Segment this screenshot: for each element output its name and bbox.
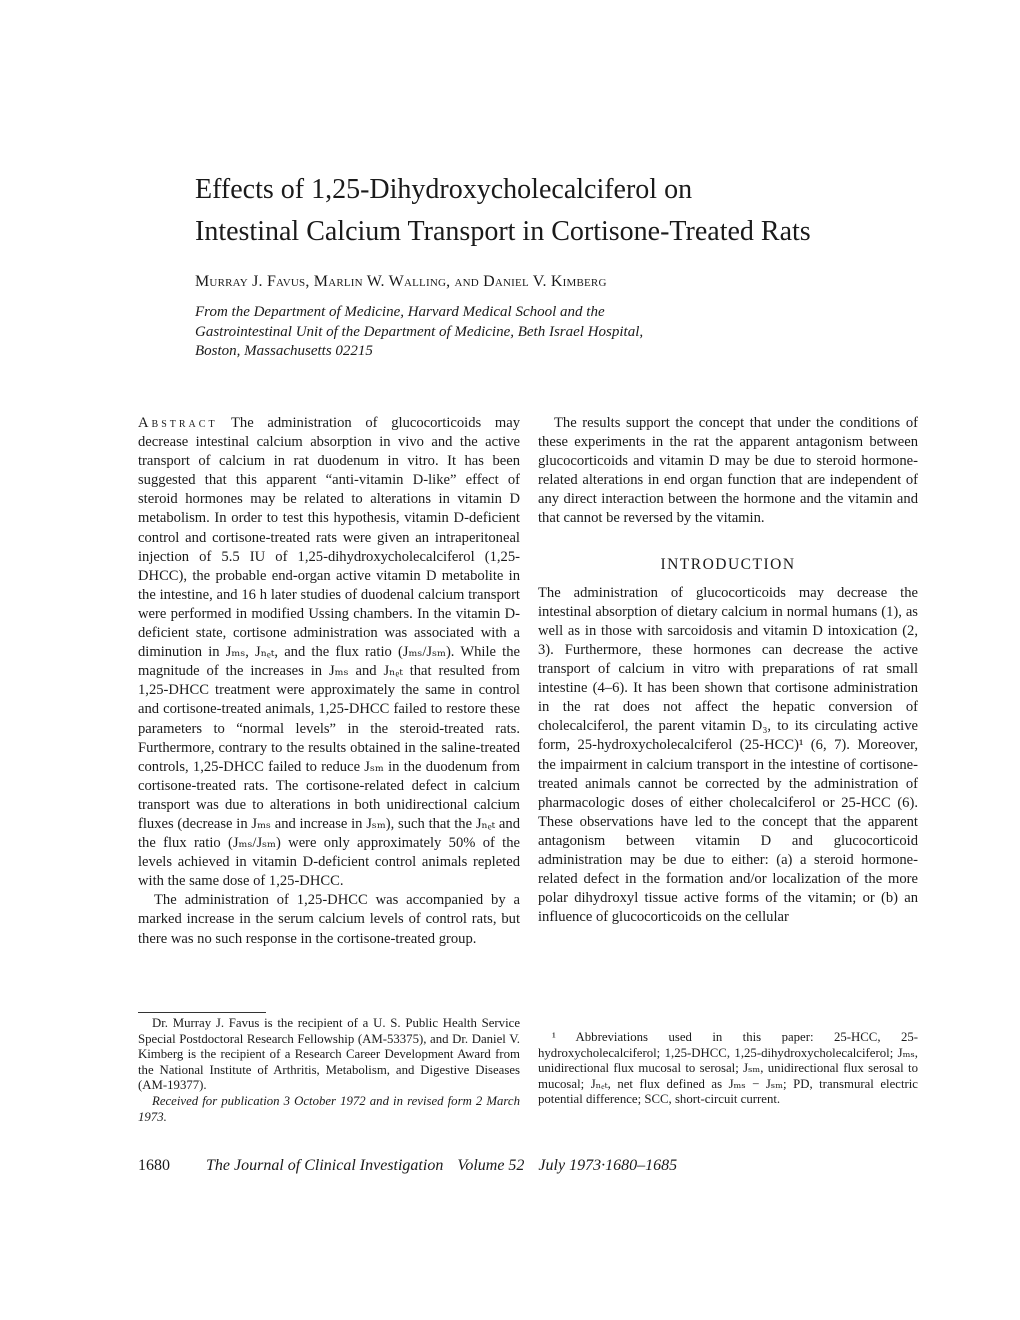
article-title-line-1: Effects of 1,25-Dihydroxycholecalciferol on: [195, 174, 693, 205]
affiliation-line-1: From the Department of Medicine, Harvard Medical School and the: [195, 304, 605, 320]
footnote-rule: [138, 1012, 266, 1013]
abbreviations-footnote: ¹ Abbreviations used in this paper: 25-HCC, 25-hydroxycholecalciferol; 1,25-DHCC, 1,25-dihydroxycholecalciferol; Jₘₛ, unidirectional flux mucosal to serosal; Jₛₘ, unidirectional flux serosal to mucosal; Jₙₑₜ, net flux defined as Jₘₛ − Jₛₘ; PD, transmural electric potential difference; SCC, short-circuit current.: [538, 1030, 918, 1107]
introduction-paragraph-1: The administration of glucocorticoids may decrease the intestinal absorption of dietary calcium in normal humans (1), as well as in those with sarcoidosis and vitamin D intoxication (2, 3). Furthermore, these hormones can decrease the active transport of calcium in vitro with preparations of rat small intestine (4–6). It has been shown that cortisone administration in the rat does not affect the hepatic conversion of cholecalciferol, the parent vitamin D₃, to its circulating active form, 25-hydroxycholecalciferol (25-HCC)¹ (6, 7). Moreover, the impairment in calcium transport in the intestine of cortisone-treated animals cannot be corrected by the administration of pharmacologic doses of either cholecalciferol or 25-HCC (6). These observations have led to the concept that the apparent antagonism between vitamin D and glucocorticoid administration may be due to either: (a) a steroid hormone-related defect in the formation and/or localization of the more polar dihydroxyl tissue active forms of the vitamin; or (b) an influence of glucocorticoids on the cellular: [538, 584, 918, 926]
issue-date-pages: July 1973·1680–1685: [538, 1157, 678, 1174]
right-footnotes: [538, 1030, 918, 1108]
journal-name: The Journal of Clinical Investigation: [206, 1157, 444, 1174]
abstract-text-1: The administration of glucocorticoids may decrease intestinal calcium absorption in vivo and the active transport of calcium in rat duodenum in vitro. It has been suggested that this apparent “anti-vitamin D-like” effect of steroid hormones may be related to alterations in vitamin D metabolism. In order to test this hypothesis, vitamin D-deficient control and cortisone-treated rats were given an intraperitoneal injection of 5.5 IU of 1,25-dihydroxycholecalciferol (1,25-DHCC), the probable end-organ active vitamin D metabolite in the intestine, and 16 h later studies of duodenal calcium transport were performed in modified Ussing chambers. In the vitamin D-deficient state, cortisone administration was associated with a diminution in Jₘₛ, Jₙₑₜ, and the flux ratio (Jₘₛ/Jₛₘ). While the magnitude of the increases in Jₘₛ and Jₙₑₜ that resulted from 1,25-DHCC treatment were approximately the same in control and cortisone-treated animals, 1,25-DHCC failed to restore these parameters to “normal levels” in the steroid-treated rats. Furthermore, contrary to the results obtained in the saline-treated controls, 1,25-DHCC failed to reduce Jₛₘ in the duodenum from cortisone-treated rats. The cortisone-related defect in calcium transport was due to alterations in both unidirectional calcium fluxes (decrease in Jₘₛ and increase in Jₛₘ), such that the Jₙₑₜ and the flux ratio (Jₘₛ/Jₛₘ) were only approximately 50% of the levels achieved in vitamin D-deficient control animals repleted with the same dose of 1,25-DHCC.: [138, 415, 521, 890]
volume: Volume 52: [457, 1157, 525, 1174]
section-heading-introduction: INTRODUCTION: [660, 555, 796, 573]
affiliation-line-2: Gastrointestinal Unit of the Department of Medicine, Beth Israel Hospital,: [195, 323, 644, 340]
left-column: [138, 414, 520, 949]
received-note: Received for publication 3 October 1972 and in revised form 2 March 1973.: [138, 1093, 520, 1124]
page-number: 1680: [138, 1157, 170, 1174]
abstract-paragraph-3: The results support the concept that under the conditions of these experiments in the rat the apparent antagonism between glucocorticoids and vitamin D may be due to steroid hormone-related alterations in end organ function that are independent of any direct interaction between the hormone and the vitamin and that cannot be reversed by the vitamin.: [538, 415, 918, 527]
left-footnotes: [138, 1012, 520, 1125]
abstract-label: Abstract: [138, 415, 218, 431]
article-title-line-2: Intestinal Calcium Transport in Cortisone-Treated Rats: [195, 216, 811, 247]
abstract-paragraph-2: The administration of 1,25-DHCC was accompanied by a marked increase in the serum calcium levels of control rats, but there was no such response in the cortisone-treated group.: [138, 892, 520, 947]
funding-footnote: Dr. Murray J. Favus is the recipient of a U. S. Public Health Service Special Postdoctoral Research Fellowship (AM-53375), and Dr. Daniel V. Kimberg is the recipient of a Research Career Development Award from the National Institute of Arthritis, Metabolism, and Digestive Diseases (AM-19377).: [138, 1016, 520, 1093]
page-footer: [138, 1157, 677, 1175]
abstract-paragraph-1: [138, 414, 520, 891]
affiliation-line-3: Boston, Massachusetts 02215: [195, 343, 373, 359]
affiliation: [195, 303, 815, 362]
author-list: Murray J. Favus, Marlin W. Walling, and Daniel V. Kimberg: [195, 273, 607, 290]
right-column: [538, 414, 918, 927]
